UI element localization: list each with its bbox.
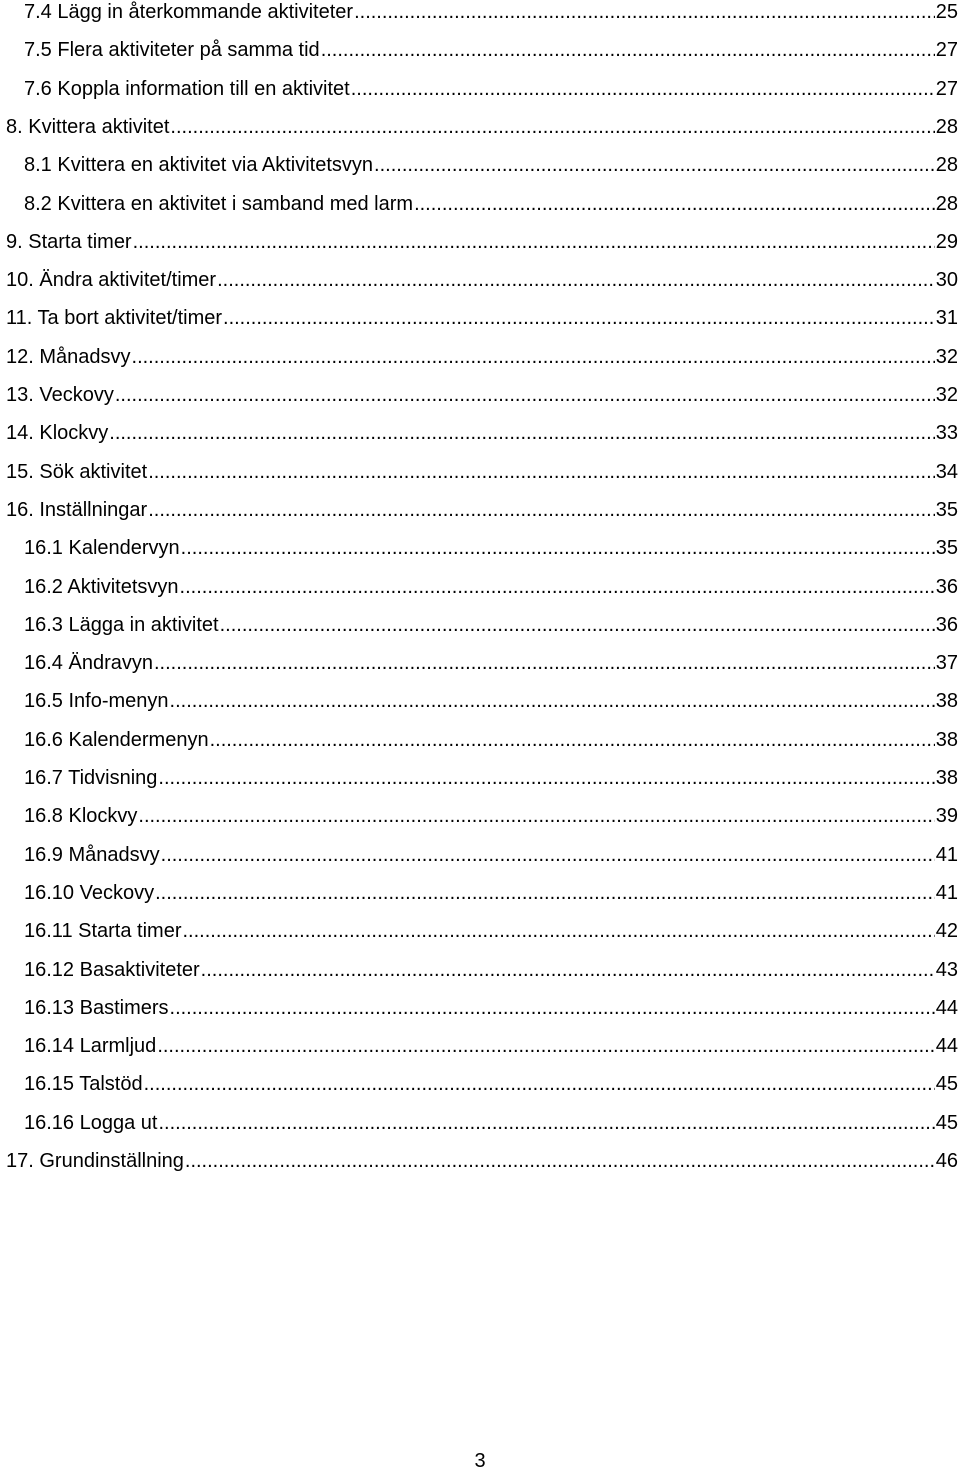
- toc-entry[interactable]: [24, 958, 958, 996]
- toc-entry-page: 29: [935, 230, 958, 253]
- toc-entry[interactable]: [24, 38, 958, 76]
- toc-entry[interactable]: [24, 919, 958, 957]
- toc-entry-title: 13. Veckovy: [6, 384, 114, 406]
- toc-dot-leader: [148, 460, 935, 484]
- toc-entry-title: 7.4 Lägg in återkommande aktiviteter: [24, 1, 354, 23]
- toc-entry-title: 16.12 Basaktiviteter: [24, 958, 200, 981]
- toc-dot-leader: [223, 306, 935, 330]
- toc-entry-title: 16.10 Veckovy: [24, 881, 155, 904]
- toc-entry-page: 27: [935, 77, 958, 100]
- toc-entry-title: 10. Ändra aktivitet/timer: [6, 269, 217, 292]
- toc-dot-leader: [158, 766, 934, 790]
- toc-entry[interactable]: [6, 383, 958, 421]
- page-number: 3: [474, 1450, 486, 1472]
- toc-dot-leader: [210, 728, 935, 752]
- toc-entry[interactable]: [6, 306, 958, 344]
- toc-entry-page: 28: [935, 154, 958, 177]
- toc-entry[interactable]: [6, 115, 958, 153]
- toc-entry-title: 14. Klockvy: [6, 422, 109, 445]
- toc-entry-page: 27: [935, 39, 958, 62]
- toc-entry-page: 36: [935, 575, 958, 598]
- toc-entry-title: 16.11 Starta timer: [24, 920, 182, 943]
- toc-entry[interactable]: [24, 1072, 958, 1110]
- toc-entry-page: 37: [935, 652, 958, 675]
- toc-dot-leader: [351, 77, 935, 101]
- toc-entry[interactable]: [24, 728, 958, 766]
- toc-entry-page: 32: [935, 345, 958, 368]
- toc-entry-page: 42: [935, 920, 958, 943]
- toc-dot-leader: [170, 689, 935, 713]
- toc-entry-title: 16.1 Kalendervyn: [24, 537, 180, 560]
- toc-entry[interactable]: [24, 881, 958, 919]
- toc-entry-page: 30: [935, 269, 958, 292]
- toc-dot-leader: [180, 575, 935, 599]
- toc-entry[interactable]: [6, 421, 958, 459]
- toc-entry-title: 16.15 Talstöd: [24, 1073, 143, 1096]
- toc-entry[interactable]: [6, 498, 958, 536]
- toc-dot-leader: [158, 1111, 934, 1135]
- toc-entry-page: 28: [935, 192, 958, 215]
- toc-dot-leader: [185, 1149, 935, 1173]
- toc-dot-leader: [109, 421, 934, 445]
- toc-entry-page: 43: [935, 958, 958, 981]
- toc-entry-title: 16.7 Tidvisning: [24, 767, 158, 789]
- toc-entry[interactable]: [24, 192, 958, 230]
- toc-dot-leader: [157, 1034, 934, 1058]
- toc-entry-title: 16.6 Kalendermenyn: [24, 728, 209, 751]
- toc-entry[interactable]: [24, 843, 958, 881]
- toc-dot-leader: [414, 192, 935, 216]
- toc-entry-title: 8.2 Kvittera en aktivitet i samband med larm: [24, 192, 414, 215]
- toc-entry-title: 16.3 Lägga in aktivitet: [24, 613, 219, 636]
- toc-entry-title: 16.9 Månadsvy: [24, 843, 160, 866]
- toc-entry[interactable]: [24, 536, 958, 574]
- toc-entry-title: 16.2 Aktivitetsvyn: [24, 575, 179, 598]
- toc-entry-title: 7.6 Koppla information till en aktivitet: [24, 77, 350, 100]
- toc-entry[interactable]: [24, 77, 958, 115]
- toc-entry[interactable]: [6, 268, 958, 306]
- toc-dot-leader: [374, 153, 935, 177]
- toc-entry-title: 12. Månadsvy: [6, 345, 131, 368]
- toc-dot-leader: [181, 536, 935, 560]
- toc-entry-page: 38: [935, 690, 958, 713]
- toc-entry-title: 15. Sök aktivitet: [6, 460, 148, 483]
- toc-entry-title: 16.13 Bastimers: [24, 996, 169, 1019]
- toc-dot-leader: [321, 38, 935, 62]
- toc-entry-title: 9. Starta timer: [6, 230, 132, 253]
- toc-entry-page: 28: [935, 115, 958, 138]
- toc-entry[interactable]: [24, 766, 958, 804]
- toc-entry[interactable]: [24, 575, 958, 613]
- toc-dot-leader: [138, 804, 934, 828]
- toc-entry[interactable]: [24, 689, 958, 727]
- toc-entry[interactable]: [6, 345, 958, 383]
- toc-entry-page: 35: [935, 498, 958, 521]
- toc-entry[interactable]: [24, 153, 958, 191]
- toc-entry-title: 16. Inställningar: [6, 498, 148, 521]
- toc-entry[interactable]: [6, 460, 958, 498]
- toc-entry-page: 35: [935, 537, 958, 560]
- toc-entry-title: 11. Ta bort aktivitet/timer: [6, 307, 223, 330]
- toc-entry-page: 38: [935, 767, 958, 789]
- toc-dot-leader: [354, 0, 935, 24]
- toc-entry[interactable]: [24, 804, 958, 842]
- toc-dot-leader: [132, 345, 935, 369]
- toc-entry-title: 8.1 Kvittera en aktivitet via Aktivitetsvyn: [24, 154, 374, 177]
- toc-entry-page: 46: [935, 1150, 958, 1172]
- toc-entry[interactable]: [24, 1034, 958, 1072]
- toc-entry[interactable]: [6, 1149, 958, 1187]
- toc-entry-page: 32: [935, 384, 958, 406]
- toc-entry[interactable]: [24, 651, 958, 689]
- toc-entry-title: 16.14 Larmljud: [24, 1035, 157, 1058]
- toc-dot-leader: [170, 996, 935, 1020]
- toc-entry-title: 7.5 Flera aktiviteter på samma tid: [24, 39, 320, 62]
- toc-entry-page: 41: [935, 881, 958, 904]
- toc-dot-leader: [161, 843, 935, 867]
- toc-entry-title: 16.4 Ändravyn: [24, 652, 153, 675]
- toc-entry-title: 8. Kvittera aktivitet: [6, 115, 170, 138]
- toc-entry[interactable]: [24, 1111, 958, 1149]
- toc-dot-leader: [201, 958, 935, 982]
- toc-dot-leader: [220, 613, 935, 637]
- toc-entry[interactable]: [24, 996, 958, 1034]
- toc-dot-leader: [170, 115, 934, 139]
- toc-dot-leader: [148, 498, 935, 522]
- toc-entry-page: 34: [935, 460, 958, 483]
- toc-entry-page: 36: [935, 613, 958, 636]
- toc-dot-leader: [154, 651, 935, 675]
- toc-entry-page: 44: [935, 1035, 958, 1058]
- toc-dot-leader: [133, 230, 935, 254]
- toc-entry-page: 33: [935, 422, 958, 445]
- toc-entry-page: 45: [935, 1073, 958, 1096]
- toc-entry-title: 16.8 Klockvy: [24, 805, 138, 828]
- toc-entry-title: 17. Grundinställning: [6, 1150, 184, 1172]
- toc-entry[interactable]: [6, 230, 958, 268]
- toc-dot-leader: [182, 919, 934, 943]
- toc-entry-page: 39: [935, 805, 958, 828]
- toc-entry-title: 16.16 Logga ut: [24, 1111, 158, 1134]
- toc-entry[interactable]: [24, 0, 958, 38]
- toc-entry-page: 31: [935, 307, 958, 330]
- toc-dot-leader: [115, 383, 935, 407]
- toc-dot-leader: [217, 268, 935, 292]
- toc-entry-page: 25: [935, 1, 958, 23]
- toc-dot-leader: [144, 1072, 935, 1096]
- toc-entry-page: 44: [935, 996, 958, 1019]
- toc-entry-page: 45: [935, 1111, 958, 1134]
- toc-entry-title: 16.5 Info-menyn: [24, 690, 169, 713]
- toc-entry[interactable]: [24, 613, 958, 651]
- toc-entry-page: 38: [935, 728, 958, 751]
- toc-entry-page: 41: [935, 843, 958, 866]
- toc-dot-leader: [155, 881, 935, 905]
